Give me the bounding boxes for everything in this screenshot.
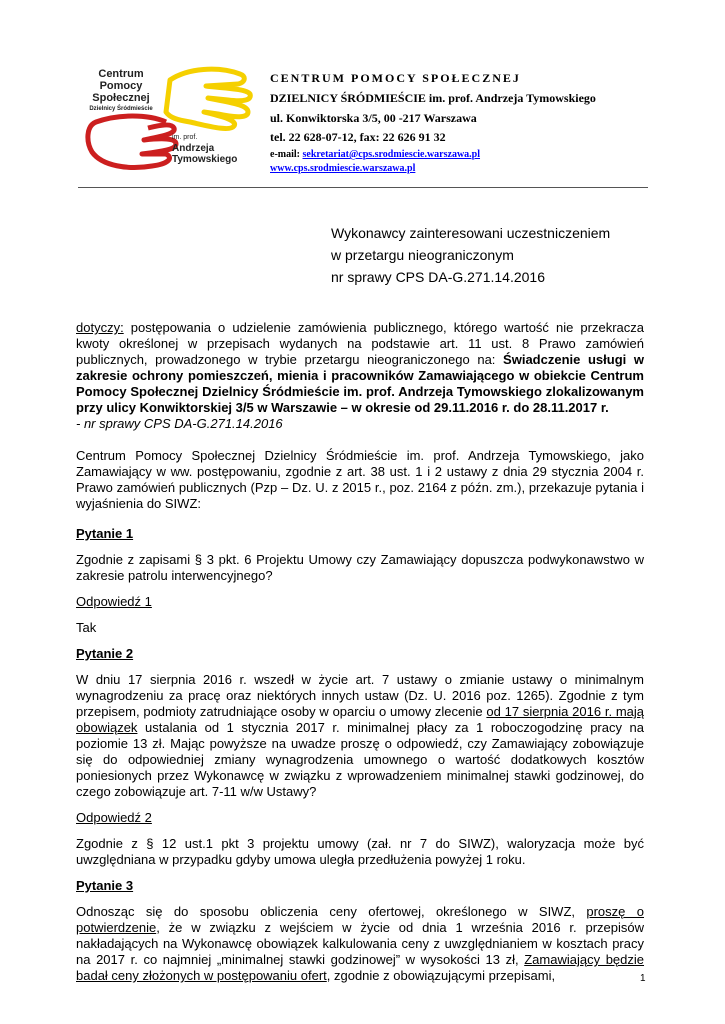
org-address: ul. Konwiktorska 3/5, 00 -217 Warszawa bbox=[270, 111, 477, 125]
org-district: DZIELNICY ŚRÓDMIEŚCIE im. prof. Andrzeja Tymowskiego bbox=[270, 91, 596, 105]
question-2-heading: Pytanie 2 bbox=[76, 646, 134, 661]
letter-body bbox=[76, 320, 644, 984]
question-3-heading: Pytanie 3 bbox=[76, 878, 134, 893]
question-1-text: Zgodnie z zapisami § 3 pkt. 6 Projektu Umowy czy Zamawiający dopuszcza podwykonawstwo w zakresie patrolu interwencyjnego? bbox=[76, 552, 644, 583]
preamble-paragraph: Centrum Pomocy Społecznej Dzielnicy Śródmieście im. prof. Andrzeja Tymowskiego, jako Zamawiający w ww. postępowaniu, zgodnie z art. 38 ust. 1 i 2 ustawy z dnia 29 stycznia 2004 r. Prawo zamówień publicznych (Pzp – Dz. U. z 2015 r., poz. 2164 z późn. zm.), przekazuje pytania i wyjaśnienia do SIWZ: bbox=[76, 448, 644, 511]
answer-1-text: Tak bbox=[76, 620, 97, 635]
letterhead bbox=[270, 68, 596, 176]
question-2-text: W dniu 17 sierpnia 2016 r. wszedł w życie art. 7 ustawy o zmianie ustawy o minimalnym wynagrodzeniu za pracę oraz niektórych innych ustaw (Dz. U. 2016 poz. 1265). Zgodnie z tym przepisem, podmioty zatrudniające osoby w oparciu o umowy zlecenie od 17 sierpnia 2016 r. mają obowiązek ustalania od 1 stycznia 2017 r. minimalnej płacy za 1 roboczogodzinę pracy na poziomie 13 zł. Mając powyższe na uwadze proszę o odpowiedź, czy Zamawiający zobowiązuje się do odpowiedniej zmiany wynagrodzenia umownego o wartość dodatkowych kosztów poniesionych przez Wykonawcę w związku z wprowadzeniem minimalnej stawki godzinowej, do czego zobowiązuje art. 7-11 w/w Ustawy? bbox=[76, 672, 644, 799]
logo-patron: im. prof. Andrzeja Tymowskiego bbox=[172, 134, 238, 165]
org-name: CENTRUM POMOCY SPOŁECZNEJ bbox=[270, 71, 521, 85]
question-3-text: Odnosząc się do sposobu obliczenia ceny ofertowej, określonego w SIWZ, proszę o potwierdzenie, że w związku z wejściem w życie od dnia 1 września 2016 r. przepisów nakładających na Wykonawcę obowiązek kalkulowania ceny z uwzględnianiem w kosztach pracy na 2017 r. co najmniej „minimalnej stawki godzinowej” w wysokości 13 zł, Zamawiający będzie badał ceny złożonych w postępowaniu ofert, zgodnie z obowiązującymi przepisami, bbox=[76, 904, 645, 983]
logo-title: Centrum Pomocy Społecznej bbox=[92, 68, 150, 104]
email-link[interactable]: sekretariat@cps.srodmiescie.warszawa.pl bbox=[302, 149, 481, 160]
website-link[interactable]: www.cps.srodmiescie.warszawa.pl bbox=[270, 163, 416, 174]
answer-2-heading: Odpowiedź 2 bbox=[76, 810, 152, 825]
logo-subtitle: Dzielnicy Śródmieście bbox=[89, 106, 153, 112]
subject-paragraph: dotyczy: postępowania o udzielenie zamówienia publicznego, którego wartość nie przekracza kwoty określonej w przepisach wydanych na podstawie art. 11 ust. 8 Prawo zamówień publicznych, prowadzonego w trybie przetargu nieograniczonego na: Świadczenie usługi w zakresie ochrony pomieszczeń, mienia i pracowników Zamawiającego w obiekcie Centrum Pomocy Społecznej Dzielnicy Śródmieście im. prof. Andrzeja Tymowskiego zlokalizowanym przy ulicy Konwiktorskiej 3/5 w Warszawie – w okresie od 29.11.2016 r. do 28.11.2017 r. bbox=[76, 320, 645, 415]
org-email: e-mail: sekretariat@cps.srodmiescie.warszawa.pl bbox=[270, 149, 481, 160]
answer-2-text: Zgodnie z § 12 ust.1 pkt 3 projektu umowy (zał. nr 7 do SIWZ), waloryzacja może być uwzględniana w przypadku gdyby umowa uległa przedłużenia powyżej 1 roku. bbox=[76, 836, 644, 867]
organization-logo bbox=[78, 62, 258, 182]
org-phone: tel. 22 628-07-12, fax: 22 626 91 32 bbox=[270, 130, 446, 144]
question-1-heading: Pytanie 1 bbox=[76, 526, 134, 541]
org-website bbox=[270, 162, 596, 176]
header-divider bbox=[78, 187, 648, 188]
answer-1-heading: Odpowiedź 1 bbox=[76, 594, 152, 609]
page-number: 1 bbox=[640, 973, 646, 984]
case-reference: - nr sprawy CPS DA-G.271.14.2016 bbox=[76, 416, 283, 431]
addressee-block: Wykonawcy zainteresowani uczestniczeniem w przetargu nieograniczonym nr sprawy CPS DA-G.271.14.2016 bbox=[331, 225, 611, 285]
